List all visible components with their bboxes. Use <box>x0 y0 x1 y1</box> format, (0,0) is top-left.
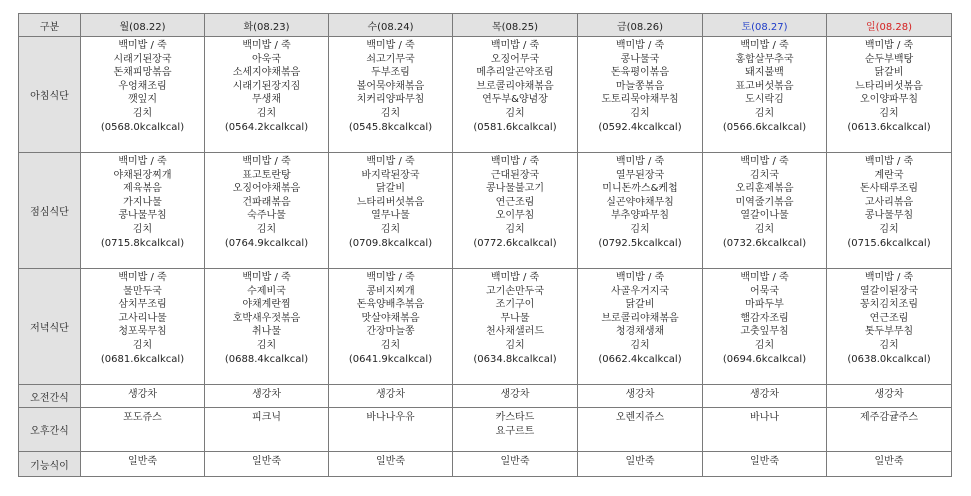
day-header: 수(08.24) <box>329 14 453 37</box>
menu-cell <box>329 37 453 153</box>
menu-item: 콩나물무침 <box>118 210 167 222</box>
menu-item: 요구르트 <box>495 425 535 437</box>
menu-row <box>19 37 952 153</box>
menu-item: 천사채샐러드 <box>486 326 544 338</box>
menu-item: 햄감자조림 <box>740 312 789 324</box>
menu-cell <box>703 452 827 477</box>
menu-item: 오징어무국 <box>490 53 540 65</box>
menu-item: 느타리버섯볶음 <box>855 80 923 92</box>
menu-item: 깻잎지 <box>128 94 157 106</box>
menu-item: 마늘쫑볶음 <box>615 80 665 92</box>
menu-item: 생강차 <box>750 389 779 400</box>
menu-item: 닭갈비 <box>376 183 405 195</box>
menu-cell <box>329 385 453 408</box>
menu-item: 일반죽 <box>625 456 655 467</box>
menu-item: 연근조림 <box>495 196 535 208</box>
menu-item: 김치 <box>132 223 153 235</box>
menu-cell <box>827 153 952 269</box>
menu-cell <box>453 452 578 477</box>
menu-item: 콩비지찌개 <box>366 285 415 297</box>
menu-item: 김치 <box>754 339 775 351</box>
menu-item: 생강차 <box>874 389 904 400</box>
menu-item: 백미밥 / 죽 <box>615 40 665 51</box>
menu-item: 백미밥 / 죽 <box>242 40 291 51</box>
menu-item: 바나나 <box>750 412 779 423</box>
menu-item: (0592.4kcalkcal) <box>598 121 682 133</box>
menu-item: (0715.6kcalkcal) <box>847 237 931 249</box>
menu-item: 김치 <box>505 107 525 119</box>
menu-item: 피크닉 <box>252 412 281 423</box>
menu-cell <box>81 269 205 385</box>
menu-cell <box>453 153 578 269</box>
menu-item: (0662.4kcalkcal) <box>598 353 682 365</box>
menu-item: (0634.8kcalkcal) <box>473 353 557 365</box>
weekly-menu-table <box>18 13 952 477</box>
menu-cell <box>578 408 703 452</box>
menu-cell <box>827 269 952 385</box>
menu-item: 백미밥 / 죽 <box>118 156 167 167</box>
menu-item: 부추양파무침 <box>611 210 669 222</box>
menu-cell <box>703 385 827 408</box>
menu-item: 연근조림 <box>869 312 909 324</box>
menu-item: 미니돈까스&케첩 <box>602 183 678 195</box>
menu-item: 김치 <box>754 107 775 119</box>
menu-item: 김치 <box>380 107 401 119</box>
menu-item: 일반죽 <box>128 456 157 467</box>
menu-item: 김치 <box>256 107 277 119</box>
menu-item: 무나물 <box>500 312 530 324</box>
header-row <box>19 14 952 37</box>
menu-cell <box>827 385 952 408</box>
menu-item: 김치 <box>256 223 277 235</box>
menu-cell <box>703 269 827 385</box>
menu-item: 백미밥 / 죽 <box>490 272 540 283</box>
menu-item: 김치 <box>879 339 899 351</box>
menu-item: 오리훈제볶음 <box>735 183 794 195</box>
menu-item: 김치 <box>630 223 650 235</box>
menu-item: 김치 <box>630 107 650 119</box>
day-header: 토(08.27) <box>703 14 827 37</box>
menu-item: 건파래볶음 <box>242 196 291 208</box>
menu-item: (0564.2kcalkcal) <box>224 121 309 133</box>
menu-item: 열갈이된장국 <box>860 285 918 297</box>
menu-item: 맛살야채볶음 <box>361 312 420 324</box>
menu-item: (0772.6kcalkcal) <box>473 237 557 249</box>
menu-item: 계란국 <box>874 169 904 181</box>
menu-cell <box>703 408 827 452</box>
menu-item: 백미밥 / 죽 <box>615 156 665 167</box>
menu-item: (0641.9kcalkcal) <box>348 353 433 365</box>
menu-item: 사골우거지국 <box>611 285 669 297</box>
menu-item: (0581.6kcalkcal) <box>473 121 557 133</box>
menu-item: 취나물 <box>252 326 281 338</box>
menu-item: 백미밥 / 죽 <box>864 272 914 283</box>
menu-item: 백미밥 / 죽 <box>740 272 789 283</box>
menu-cell <box>81 385 205 408</box>
menu-cell <box>578 153 703 269</box>
menu-item: 어묵국 <box>750 285 779 297</box>
menu-item: 브로콜리야채볶음 <box>601 312 679 324</box>
menu-item: 홍합살무추국 <box>735 53 794 65</box>
menu-item: 표고버섯볶음 <box>735 80 794 92</box>
menu-item: 쇠고기무국 <box>366 53 415 65</box>
menu-item: 김치 <box>380 223 401 235</box>
menu-cell <box>827 452 952 477</box>
menu-item: 열갈이나물 <box>740 210 789 222</box>
menu-cell <box>205 153 329 269</box>
menu-cell <box>81 452 205 477</box>
menu-cell <box>827 37 952 153</box>
menu-cell <box>81 37 205 153</box>
menu-item: 일반죽 <box>376 456 405 467</box>
menu-item: 메추리알곤약조림 <box>476 67 554 79</box>
menu-item: (0566.6kcalkcal) <box>722 121 807 133</box>
menu-item: 무생채 <box>252 94 281 106</box>
menu-item: 백미밥 / 죽 <box>864 156 914 167</box>
day-header: 일(08.28) <box>827 14 952 37</box>
menu-item: 김치 <box>256 339 277 351</box>
menu-item: (0715.8kcalkcal) <box>100 237 185 249</box>
menu-item: 김치 <box>380 339 401 351</box>
menu-item: 김치 <box>879 107 899 119</box>
menu-row <box>19 452 952 477</box>
menu-item: (0732.6kcalkcal) <box>722 237 807 249</box>
menu-item: 순두부백탕 <box>864 53 914 65</box>
menu-item: 꽁치김치조림 <box>860 299 918 311</box>
corner-header: 구분 <box>19 14 81 37</box>
menu-item: 김치 <box>630 339 650 351</box>
menu-item: 닭갈비 <box>625 299 655 311</box>
menu-item: 김치 <box>132 107 153 119</box>
menu-item: 고춧잎무침 <box>740 326 789 338</box>
menu-item: 열무된장국 <box>615 169 665 181</box>
menu-item: 생강차 <box>252 389 281 400</box>
menu-item: 돈사태루조림 <box>860 183 918 195</box>
menu-item: 청포묵무침 <box>118 326 167 338</box>
menu-item: 도시락김 <box>745 94 784 106</box>
menu-item: (0681.6kcalkcal) <box>100 353 185 365</box>
menu-cell <box>703 153 827 269</box>
menu-item: 생강차 <box>625 389 655 400</box>
menu-item: 돈육양배추볶음 <box>356 299 425 311</box>
menu-cell <box>453 385 578 408</box>
menu-item: 삼치무조림 <box>118 299 167 311</box>
menu-item: (0613.6kcalkcal) <box>847 121 931 133</box>
menu-item: 열무나물 <box>371 210 410 222</box>
menu-cell <box>81 153 205 269</box>
menu-cell <box>205 452 329 477</box>
day-header: 목(08.25) <box>453 14 578 37</box>
menu-item: 마파두부 <box>745 299 784 311</box>
menu-item: 호박새우젓볶음 <box>232 312 301 324</box>
row-label: 아침식단 <box>19 37 81 153</box>
menu-item: 백미밥 / 죽 <box>615 272 665 283</box>
menu-item: 오징어야채볶음 <box>232 183 301 195</box>
menu-item: 백미밥 / 죽 <box>242 272 291 283</box>
menu-item: 백미밥 / 죽 <box>366 156 415 167</box>
menu-row <box>19 408 952 452</box>
menu-item: 포도쥬스 <box>123 412 162 423</box>
menu-item: (0694.6kcalkcal) <box>722 353 807 365</box>
menu-item: (0545.8kcalkcal) <box>348 121 433 133</box>
menu-cell <box>578 385 703 408</box>
menu-item: 오이무침 <box>495 210 535 222</box>
menu-item: (0764.9kcalkcal) <box>224 237 309 249</box>
menu-item: 표고토란탕 <box>242 169 291 181</box>
menu-cell <box>453 37 578 153</box>
menu-item: 김치 <box>505 223 525 235</box>
menu-item: 오렌지쥬스 <box>615 412 665 423</box>
menu-item: 미역줄기볶음 <box>735 196 794 208</box>
menu-item: (0792.5kcalkcal) <box>598 237 682 249</box>
menu-item: 수제비국 <box>247 285 286 297</box>
menu-item: 야채된장찌개 <box>113 169 172 181</box>
menu-cell <box>205 408 329 452</box>
menu-item: 숙주나물 <box>247 210 286 222</box>
menu-item: 오이양파무침 <box>860 94 918 106</box>
menu-item: 고사리볶음 <box>864 196 914 208</box>
menu-item: 돈채피망볶음 <box>113 67 172 79</box>
menu-row <box>19 153 952 269</box>
menu-item: 돼지불백 <box>745 67 784 79</box>
menu-item: 생강차 <box>376 389 405 400</box>
menu-item: (0638.0kcalkcal) <box>847 353 931 365</box>
menu-cell <box>329 153 453 269</box>
day-header: 월(08.22) <box>81 14 205 37</box>
menu-item: 백미밥 / 죽 <box>242 156 291 167</box>
menu-item: 물만두국 <box>123 285 162 297</box>
menu-item: 일반죽 <box>500 456 530 467</box>
menu-item: 톳두부무침 <box>864 326 914 338</box>
menu-item: 바나나우유 <box>366 412 415 423</box>
menu-item: 두부조림 <box>371 67 410 79</box>
row-label: 오전간식 <box>19 385 81 408</box>
row-label: 기능식이 <box>19 452 81 477</box>
menu-item: 도토리묵야채무침 <box>601 94 679 106</box>
menu-item: 일반죽 <box>750 456 779 467</box>
menu-item: 백미밥 / 죽 <box>118 272 167 283</box>
menu-item: 백미밥 / 죽 <box>366 272 415 283</box>
menu-cell <box>578 269 703 385</box>
menu-cell <box>827 408 952 452</box>
row-label: 저녁식단 <box>19 269 81 385</box>
menu-cell <box>81 408 205 452</box>
menu-item: 연두부&양념장 <box>482 94 548 106</box>
menu-item: (0568.0kcalkcal) <box>100 121 185 133</box>
menu-item: 백미밥 / 죽 <box>366 40 415 51</box>
menu-cell <box>329 452 453 477</box>
menu-cell <box>205 385 329 408</box>
menu-item: 카스타드 <box>495 412 535 423</box>
menu-item: 일반죽 <box>252 456 281 467</box>
menu-cell <box>578 37 703 153</box>
menu-item: 제주감귤주스 <box>860 412 918 423</box>
menu-item: 백미밥 / 죽 <box>490 40 540 51</box>
menu-item: 느타리버섯볶음 <box>356 196 425 208</box>
menu-item: 시래기된장국 <box>113 53 172 65</box>
row-label: 점심식단 <box>19 153 81 269</box>
menu-item: 김치 <box>505 339 525 351</box>
menu-cell <box>703 37 827 153</box>
menu-item: 간장마늘쫑 <box>366 326 415 338</box>
menu-item: 야채계란찜 <box>242 299 291 311</box>
menu-item: 생강차 <box>128 389 157 400</box>
menu-item: 닭갈비 <box>874 67 904 79</box>
menu-item: 백미밥 / 죽 <box>740 156 789 167</box>
menu-item: 시래기된장지짐 <box>232 80 301 92</box>
menu-item: 조기구이 <box>495 299 535 311</box>
menu-item: 콩나물국 <box>620 53 660 65</box>
menu-row <box>19 385 952 408</box>
menu-item: 실곤약야채무침 <box>606 196 674 208</box>
menu-cell <box>329 408 453 452</box>
menu-cell <box>453 408 578 452</box>
menu-table-wrapper <box>18 13 952 477</box>
menu-item: 콩나물불고기 <box>486 183 544 195</box>
row-label: 오후간식 <box>19 408 81 452</box>
menu-item: 치커리양파무침 <box>356 94 425 106</box>
menu-item: 김치 <box>132 339 153 351</box>
menu-item: 제육볶음 <box>123 183 162 195</box>
menu-item: 아욱국 <box>252 53 281 65</box>
menu-cell <box>329 269 453 385</box>
menu-item: 브로콜리야채볶음 <box>476 80 554 92</box>
menu-item: 고사리나물 <box>118 312 167 324</box>
day-header: 금(08.26) <box>578 14 703 37</box>
menu-item: 백미밥 / 죽 <box>864 40 914 51</box>
menu-item: 우엉채조림 <box>118 80 167 92</box>
menu-item: 볼어묵야채볶음 <box>356 80 425 92</box>
menu-item: 콩나물무침 <box>864 210 914 222</box>
day-header: 화(08.23) <box>205 14 329 37</box>
menu-item: (0709.8kcalkcal) <box>348 237 433 249</box>
menu-item: 김치 <box>879 223 899 235</box>
menu-item: 김치국 <box>750 169 779 181</box>
menu-item: 김치 <box>754 223 775 235</box>
menu-item: 고기손만두국 <box>486 285 544 297</box>
menu-row <box>19 269 952 385</box>
menu-item: 가지나물 <box>123 196 162 208</box>
menu-item: 백미밥 / 죽 <box>118 40 167 51</box>
menu-item: 백미밥 / 죽 <box>740 40 789 51</box>
menu-cell <box>205 37 329 153</box>
menu-item: 바지락된장국 <box>361 169 420 181</box>
menu-item: 백미밥 / 죽 <box>490 156 540 167</box>
menu-cell <box>205 269 329 385</box>
menu-item: 청경채생채 <box>615 326 665 338</box>
menu-item: 생강차 <box>500 389 530 400</box>
menu-item: (0688.4kcalkcal) <box>224 353 309 365</box>
menu-item: 근대된장국 <box>490 169 540 181</box>
menu-cell <box>578 452 703 477</box>
menu-item: 소세지야채볶음 <box>232 67 301 79</box>
menu-item: 돈육평이볶음 <box>611 67 669 79</box>
menu-item: 일반죽 <box>874 456 904 467</box>
menu-cell <box>453 269 578 385</box>
